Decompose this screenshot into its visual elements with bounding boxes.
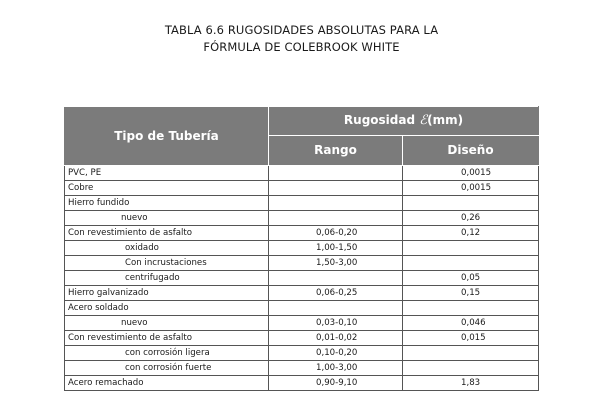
cell-diseno: 0,15 xyxy=(403,286,539,301)
table-row xyxy=(65,211,539,226)
table-row xyxy=(65,331,539,346)
cell-diseno xyxy=(403,196,539,211)
header-diseno: Diseño xyxy=(403,135,539,165)
cell-diseno: 0,0015 xyxy=(403,166,539,181)
table-row xyxy=(65,286,539,301)
table-row xyxy=(65,361,539,376)
table-row xyxy=(65,166,539,181)
cell-rango: 1,00-1,50 xyxy=(269,241,403,256)
table-row xyxy=(65,301,539,316)
cell-diseno xyxy=(403,361,539,376)
cell-rango: 0,06-0,25 xyxy=(269,286,403,301)
cell-diseno xyxy=(403,301,539,316)
table-body xyxy=(65,166,539,391)
cell-rango xyxy=(269,211,403,226)
cell-tipo: oxidado xyxy=(65,241,269,256)
cell-tipo: Con revestimiento de asfalto xyxy=(65,331,269,346)
caption-line-2: FÓRMULA DE COLEBROOK WHITE xyxy=(203,40,400,54)
caption-line-1: TABLA 6.6 RUGOSIDADES ABSOLUTAS PARA LA xyxy=(164,23,439,37)
table-row xyxy=(65,316,539,331)
cell-rango: 1,00-3,00 xyxy=(269,361,403,376)
cell-rango: 1,50-3,00 xyxy=(269,256,403,271)
cell-tipo: PVC, PE xyxy=(65,166,269,181)
roughness-table xyxy=(64,106,539,391)
cell-rango: 0,10-0,20 xyxy=(269,346,403,361)
cell-tipo: Acero remachado xyxy=(65,376,269,391)
cell-rango: 0,03-0,10 xyxy=(269,316,403,331)
cell-diseno xyxy=(403,346,539,361)
header-tipo-tuberia: Tipo de Tubería xyxy=(65,107,269,166)
cell-tipo: centrifugado xyxy=(65,271,269,286)
cell-tipo: Cobre xyxy=(65,181,269,196)
cell-rango: 0,06-0,20 xyxy=(269,226,403,241)
cell-rango xyxy=(269,166,403,181)
table-caption xyxy=(0,22,603,56)
cell-rango xyxy=(269,181,403,196)
cell-diseno: 0,05 xyxy=(403,271,539,286)
table-row xyxy=(65,271,539,286)
table-row xyxy=(65,241,539,256)
cell-tipo: Acero soldado xyxy=(65,301,269,316)
table-row xyxy=(65,181,539,196)
cell-tipo: Hierro fundido xyxy=(65,196,269,211)
cell-rango xyxy=(269,196,403,211)
table-row xyxy=(65,376,539,391)
header-rugosidad xyxy=(269,107,539,136)
table-row xyxy=(65,226,539,241)
cell-rango: 0,01-0,02 xyxy=(269,331,403,346)
cell-diseno: 0,015 xyxy=(403,331,539,346)
table-row xyxy=(65,196,539,211)
table-row xyxy=(65,256,539,271)
cell-diseno: 0,0015 xyxy=(403,181,539,196)
cell-tipo: nuevo xyxy=(65,316,269,331)
cell-rango: 0,90-9,10 xyxy=(269,376,403,391)
header-unit: (mm) xyxy=(427,113,464,128)
epsilon-symbol: ℰ xyxy=(419,113,428,129)
cell-tipo: Con incrustaciones xyxy=(65,256,269,271)
cell-tipo: con corrosión ligera xyxy=(65,346,269,361)
cell-diseno xyxy=(403,241,539,256)
cell-rango xyxy=(269,271,403,286)
header-rango: Rango xyxy=(269,135,403,165)
cell-diseno: 0,12 xyxy=(403,226,539,241)
cell-tipo: Con revestimiento de asfalto xyxy=(65,226,269,241)
cell-tipo: Hierro galvanizado xyxy=(65,286,269,301)
cell-diseno: 0,26 xyxy=(403,211,539,226)
table-row xyxy=(65,346,539,361)
cell-tipo: con corrosión fuerte xyxy=(65,361,269,376)
cell-diseno xyxy=(403,256,539,271)
header-rugosidad-label: Rugosidad xyxy=(343,113,416,128)
cell-tipo: nuevo xyxy=(65,211,269,226)
cell-rango xyxy=(269,301,403,316)
cell-diseno: 1,83 xyxy=(403,376,539,391)
cell-diseno: 0,046 xyxy=(403,316,539,331)
